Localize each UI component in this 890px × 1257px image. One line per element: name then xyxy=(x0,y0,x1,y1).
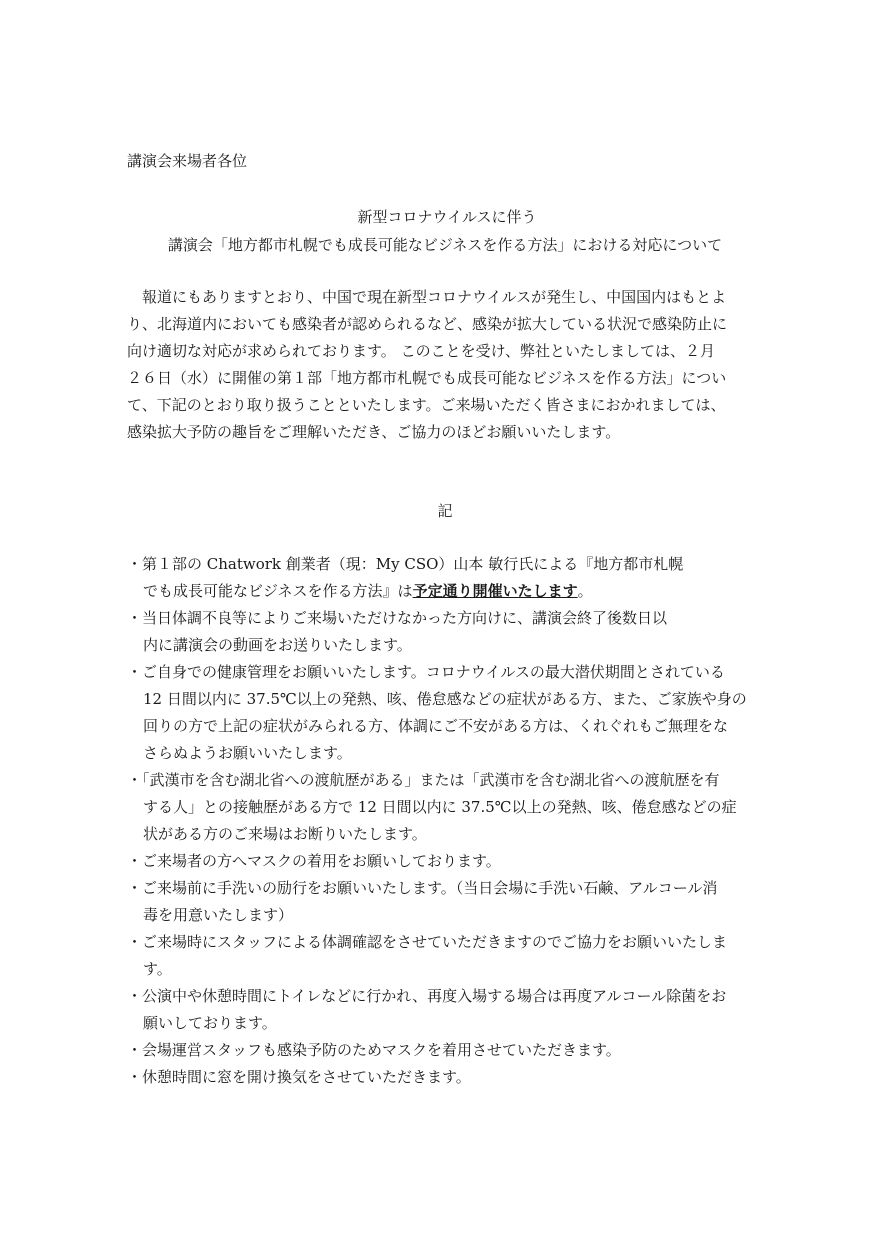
document-title xyxy=(0,203,890,259)
title-line-2: 講演会「地方都市札幌でも成長可能なビジネスを作る方法」における対応について xyxy=(167,236,723,254)
paragraph-line: て、下記のとおり取り扱うことといたします。ご来場いただく皆さまにおかれましては、 xyxy=(127,396,726,414)
note-line: 回りの方で上記の症状がみられる方、体調にご不安がある方は、くれぐれもご無理をな xyxy=(143,717,729,735)
note-item xyxy=(127,767,777,848)
note-text: 。 xyxy=(577,582,593,600)
note-line: ・ご来場者の方へマスクの着用をお願いしております。 xyxy=(127,852,501,870)
note-line: 願いしております。 xyxy=(143,1014,277,1032)
note-line: ・ご来場前に手洗いの励行をお願いいたします。（当日会場に手洗い石鹸、アルコール消 xyxy=(127,879,718,897)
note-item xyxy=(127,1037,777,1064)
note-line: ・休憩時間に窓を開け換気をさせていただきます。 xyxy=(127,1068,471,1086)
note-line: ・公演中や休憩時間にトイレなどに行かれ、再度入場する場合は再度アルコール除菌をお xyxy=(127,987,727,1005)
addressee-line: 講演会来場者各位 xyxy=(127,152,248,170)
paragraph-line: 報道にもありますとおり、中国で現在新型コロナウイルスが発生し、中国国内はもとよ xyxy=(127,288,727,306)
note-line xyxy=(127,578,777,605)
note-line: ・ご来場時にスタッフによる体調確認をさせていただきますのでご協力をお願いいたしま xyxy=(127,933,728,951)
note-line: ・当日体調不良等によりご来場いただけなかった方向けに、講演会終了後数日以 xyxy=(127,609,668,627)
note-text: でも成長可能なビジネスを作る方法』は xyxy=(143,582,413,600)
notes-list xyxy=(127,551,777,1091)
note-line: ・第１部の Chatwork 創業者（現：My CSO）山本 敏行氏による『地方都市札幌 xyxy=(127,555,684,573)
note-item xyxy=(127,659,777,767)
note-item xyxy=(127,551,777,605)
note-line: 12 日間以内に 37.5℃以上の発熱、咳、倦怠感などの症状がある方、また、ご家族や身の xyxy=(143,690,747,708)
scheduled-emphasis: 予定通り開催いたします xyxy=(412,582,578,600)
note-item xyxy=(127,983,777,1037)
note-item xyxy=(127,875,777,929)
title-line-1: 新型コロナウイルスに伴う xyxy=(357,208,537,226)
paragraph-line: 向け適切な対応が求められております。 このことを受け、弊社といたしましては、２月 xyxy=(127,342,715,360)
note-item xyxy=(127,929,777,983)
note-item xyxy=(127,605,777,659)
note-item xyxy=(127,1064,777,1091)
body-paragraph xyxy=(127,284,767,446)
note-item xyxy=(127,848,777,875)
note-line: さらぬようお願いいたします。 xyxy=(143,744,352,762)
note-line: ・ご自身での健康管理をお願いいたします。コロナウイルスの最大潜伏期間とされている xyxy=(127,663,725,681)
note-line: ・会場運営スタッフも感染予防のためマスクを着用させていただきます。 xyxy=(127,1041,621,1059)
note-line: 内に講演会の動画をお送りいたします。 xyxy=(143,636,412,654)
paragraph-line: ２６日（水）に開催の第１部「地方都市札幌でも成長可能なビジネスを作る方法」につい xyxy=(127,369,727,387)
paragraph-line: り、北海道内においても感染者が認められるなど、感染が拡大している状況で感染防止に xyxy=(127,315,728,333)
note-line: 状がある方のご来場はお断りいたします。 xyxy=(143,825,427,843)
note-line: す。 xyxy=(143,960,172,978)
note-line: ・「武漢市を含む湖北省への渡航歴がある」または「武漢市を含む湖北省への渡航歴を有 xyxy=(127,771,720,789)
paragraph-line: 感染拡大予防の趣旨をご理解いただき、ご協力のほどお願いいたします。 xyxy=(127,423,621,441)
note-line: する人」との接触歴がある方で 12 日間以内に 37.5℃以上の発熱、咳、倦怠感などの症 xyxy=(143,798,737,816)
ki-heading: 記 xyxy=(437,502,453,520)
note-line: 毒を用意いたします） xyxy=(143,906,294,924)
